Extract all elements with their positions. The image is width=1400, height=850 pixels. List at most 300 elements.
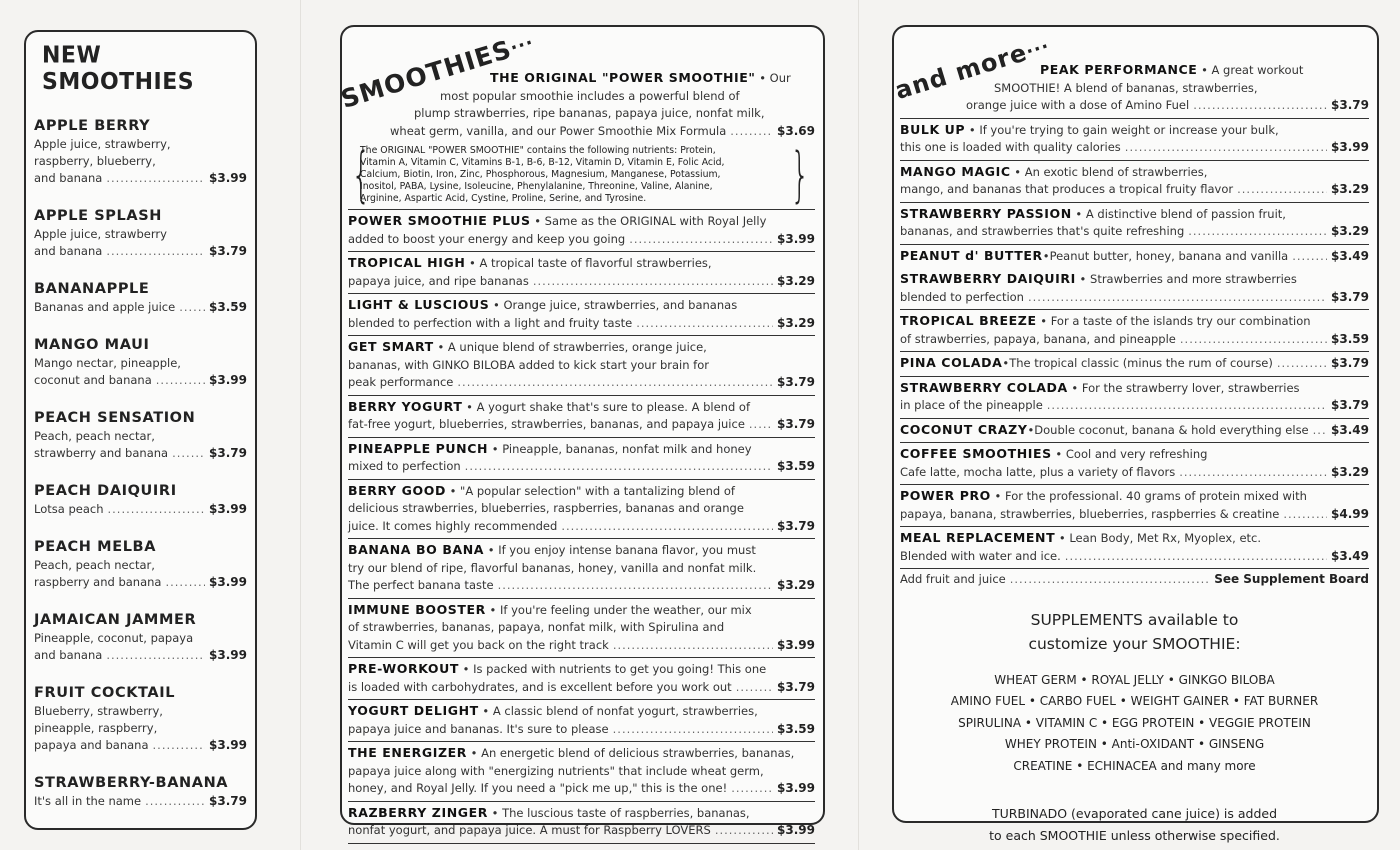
description-line (348, 482, 815, 501)
menu-item (900, 527, 1369, 569)
description-line (900, 163, 1369, 182)
item-description: wheat germ, vanilla, and our Power Smoothie Mix Formula (390, 123, 727, 138)
item-description: blended to perfection with a light and fruity taste (348, 315, 633, 330)
price-line (348, 315, 815, 333)
bullet-separator: • (1055, 531, 1070, 545)
item-price: $3.79 (1331, 98, 1369, 112)
menu-item (900, 161, 1369, 203)
menu-item (34, 537, 247, 591)
dot-leader (1179, 464, 1327, 482)
dot-leader (106, 243, 205, 260)
item-name: APPLE SPLASH (34, 208, 162, 224)
dot-leader (1047, 397, 1327, 415)
item-name: FRUIT COCKTAIL (34, 685, 176, 701)
price-line (900, 421, 1369, 440)
item-description: orange juice with a dose of Amino Fuel (966, 98, 1190, 112)
new-smoothies-panel (24, 30, 257, 830)
item-description: coconut and banana (34, 373, 152, 387)
dot-leader (1237, 181, 1327, 199)
menu-item (34, 610, 247, 664)
menu-item (348, 252, 815, 294)
dot-leader (613, 721, 773, 739)
bullet-separator: • (755, 71, 770, 85)
supplements-heading (900, 608, 1369, 656)
item-description: papaya juice, and ripe bananas (348, 273, 529, 288)
item-name: RAZBERRY ZINGER (348, 804, 488, 820)
item-description: try our blend of ripe, flavorful bananas, honey, vanilla and nonfat milk. (348, 560, 757, 575)
supplement-line: WHEAT GERM • ROYAL JELLY • GINKGO BILOBA (994, 672, 1275, 687)
menu-item (34, 206, 247, 260)
note-line: TURBINADO (evaporated cane juice) is added (991, 806, 1278, 821)
item-description: Apple juice, strawberry (34, 227, 167, 241)
item-price: $3.29 (777, 578, 815, 592)
price-line (900, 464, 1369, 482)
item-price: $3.79 (209, 446, 247, 460)
dot-leader (172, 445, 205, 462)
bullet-separator: • (990, 489, 1006, 503)
item-description: in place of the pineapple (900, 398, 1043, 412)
price-line (348, 123, 815, 141)
item-description: is loaded with carbohydrates, and is excellent before you work out (348, 679, 732, 694)
item-price: $3.99 (209, 171, 247, 185)
menu-item (348, 210, 815, 252)
description-line (348, 541, 815, 560)
price-line (348, 822, 815, 840)
menu-item (900, 310, 1369, 352)
item-description: Pineapple, coconut, papaya (34, 631, 194, 645)
bullet-separator: • (1075, 272, 1091, 286)
bullet-separator: • (1197, 63, 1212, 77)
price-line (34, 445, 247, 462)
price-line (34, 501, 247, 518)
item-description: For the professional. 40 grams of protein mixed with (1005, 489, 1307, 503)
nutrient-line: Calcium, Biotin, Iron, Zinc, Phosphorous, Magnesium, Manganese, Potassium, (360, 169, 721, 180)
description-line (348, 296, 815, 315)
item-description: Vitamin C will get you back on the right track (348, 637, 609, 652)
item-description: Lotsa peach (34, 502, 104, 516)
menu-item (348, 336, 815, 396)
description-line (348, 212, 815, 231)
price-line (900, 354, 1369, 373)
dot-leader (1125, 139, 1327, 157)
item-description: papaya and banana (34, 738, 149, 752)
item-description: Cool and very refreshing (1065, 447, 1208, 461)
item-description: For the strawberry lover, strawberries (1081, 380, 1300, 395)
price-line (348, 518, 815, 536)
bullet-separator: • (462, 399, 477, 414)
dot-leader (1065, 548, 1327, 566)
description-line (900, 270, 1369, 289)
price-line (900, 247, 1369, 266)
bullet-separator: • (1010, 164, 1025, 179)
dot-leader (156, 372, 205, 389)
price-line (900, 397, 1369, 415)
price-line (348, 721, 815, 739)
item-description: Lean Body, Met Rx, Myoplex, etc. (1069, 531, 1262, 545)
description-line (900, 121, 1369, 140)
description-line (348, 357, 815, 375)
item-description: plump strawberries, ripe bananas, papaya juice, nonfat milk, (414, 106, 765, 120)
item-description: Our (769, 71, 791, 85)
item-description: papaya juice and bananas. It's sure to please (348, 721, 609, 736)
description-line (348, 500, 815, 518)
menu-item (34, 279, 247, 316)
item-price: $3.29 (777, 273, 815, 288)
menu-item (900, 419, 1369, 444)
item-name: MANGO MAUI (34, 337, 150, 353)
dot-leader (153, 737, 206, 754)
item-description: and banana (34, 648, 103, 662)
menu-item (34, 481, 247, 518)
item-name: PEACH MELBA (34, 539, 157, 555)
turbinado-note (900, 803, 1369, 847)
item-name: STRAWBERRY-BANANA (34, 775, 229, 791)
smoothies-panel (337, 25, 825, 837)
menu-item (348, 396, 815, 438)
item-name: PEACH DAIQUIRI (34, 483, 177, 499)
menu-item (348, 294, 815, 336)
fold-line (858, 0, 859, 850)
item-price: $3.79 (777, 518, 815, 533)
item-description: Apple juice, strawberry, (34, 137, 171, 151)
description-line (900, 529, 1369, 548)
dot-leader (736, 679, 773, 697)
dot-leader (1188, 223, 1327, 241)
item-price: $3.79 (209, 794, 247, 808)
bullet-separator: • (485, 602, 501, 617)
item-price: $3.59 (777, 721, 815, 736)
item-price: $3.99 (209, 648, 247, 662)
item-description: A distinctive blend of passion fruit, (1085, 206, 1286, 221)
price-line (900, 331, 1369, 349)
menu-item (900, 443, 1369, 485)
left-brace-icon: { (351, 140, 371, 210)
menu-item (900, 377, 1369, 419)
description-line (900, 379, 1369, 398)
item-description: strawberry and banana (34, 446, 169, 460)
dot-leader (457, 374, 773, 392)
item-description: added to boost your energy and keep you going (348, 231, 626, 246)
dot-leader (1277, 355, 1327, 373)
bullet-separator: • (1027, 422, 1035, 437)
item-description: raspberry, blueberry, (34, 154, 156, 168)
supplement-line: WHEY PROTEIN • Anti-OXIDANT • GINSENG (1004, 737, 1265, 751)
dot-leader (730, 123, 773, 141)
item-description: fat-free yogurt, blueberries, strawberries, bananas, and papaya juice (348, 417, 745, 431)
item-description: An energetic blend of delicious strawberries, bananas, (481, 746, 795, 760)
item-description: An exotic blend of strawberries, (1024, 164, 1208, 179)
dot-leader (1193, 97, 1327, 115)
item-description: blended to perfection (900, 289, 1024, 304)
bullet-separator: • (445, 483, 461, 498)
bullet-separator: • (965, 122, 980, 137)
item-name: THE ORIGINAL "POWER SMOOTHIE" (490, 70, 756, 85)
menu-item (900, 352, 1369, 377)
banner-dots: ... (1022, 31, 1051, 59)
description-line (900, 312, 1369, 331)
bullet-separator: • (459, 662, 474, 676)
description-line (348, 660, 815, 679)
item-name: PINA COLADA (900, 355, 1003, 370)
item-description: pineapple, raspberry, (34, 721, 158, 735)
price-line (900, 97, 1369, 115)
bullet-separator: • (1051, 447, 1066, 461)
item-price: $3.79 (777, 375, 815, 389)
bullet-separator: • (488, 805, 503, 820)
item-description: It's all in the name (34, 794, 142, 808)
item-description: delicious strawberries, blueberries, raspberries, bananas and orange (348, 501, 744, 515)
item-name: BANANAPPLE (34, 281, 150, 297)
dot-leader (1292, 248, 1327, 266)
item-name: PEANUT d' BUTTER (900, 247, 1043, 263)
item-price: $3.99 (209, 738, 247, 752)
description-line (348, 744, 815, 763)
item-description: A tropical taste of flavorful strawberries, (479, 256, 712, 270)
menu-item (900, 245, 1369, 269)
description-line (348, 702, 815, 721)
item-description: papaya juice along with "energizing nutrients" that include wheat germ, (348, 763, 764, 778)
item-description: Bananas and apple juice (34, 300, 176, 314)
item-description: Strawberries and more strawberries (1090, 272, 1297, 286)
price-line (34, 737, 247, 754)
right-brace-icon: } (790, 140, 810, 210)
bullet-separator: • (1042, 248, 1050, 263)
item-description: nonfat yogurt, and papaya juice. A must for Raspberry LOVERS (348, 823, 711, 837)
item-price: $3.59 (1331, 331, 1369, 346)
description-line (348, 601, 815, 620)
description-line (900, 487, 1369, 506)
item-name: IMMUNE BOOSTER (348, 601, 486, 617)
item-price: $3.49 (1331, 422, 1369, 437)
item-name: MANGO MAGIC (900, 163, 1011, 179)
bullet-separator: • (478, 704, 493, 718)
item-description: Cafe latte, mocha latte, plus a variety of flavors (900, 464, 1176, 479)
bullet-separator: • (1002, 356, 1010, 370)
item-description: A great workout (1211, 63, 1304, 77)
price-line (34, 299, 247, 316)
menu-item (348, 599, 815, 659)
dot-leader (106, 647, 205, 664)
item-name: STRAWBERRY COLADA (900, 379, 1068, 395)
dot-leader (107, 501, 205, 518)
item-description: Same as the ORIGINAL with Royal Jelly (544, 214, 767, 228)
price-line (348, 374, 815, 392)
item-description: mixed to perfection (348, 459, 461, 473)
price-line (34, 574, 247, 591)
item-description: A classic blend of nonfat yogurt, strawberries, (492, 704, 758, 718)
item-description: The luscious taste of raspberries, bananas, (502, 805, 750, 820)
menu-item (900, 119, 1369, 161)
dot-leader (165, 574, 205, 591)
item-description: most popular smoothie includes a powerful blend of (440, 88, 740, 103)
item-name: LIGHT & LUSCIOUS (348, 297, 490, 312)
heading-line: SUPPLEMENTS available to (1030, 610, 1239, 629)
dot-leader (1180, 331, 1327, 349)
nutrient-line: Vitamin A, Vitamin C, Vitamins B-1, B-6, B-12, Vitamin D, Vitamin E, Folic Acid, (360, 157, 725, 168)
item-name: PEAK PERFORMANCE (1040, 62, 1198, 77)
item-description: Pineapple, bananas, nonfat milk and honey (502, 441, 752, 456)
menu-item (348, 742, 815, 802)
price-line (34, 372, 247, 389)
item-price: $3.79 (209, 244, 247, 258)
bullet-separator: • (465, 256, 480, 270)
item-price: $3.79 (1331, 356, 1369, 370)
price-line (34, 170, 247, 187)
bullet-separator: • (484, 543, 499, 557)
menu-item (348, 438, 815, 480)
note-line: to each SMOOTHIE unless otherwise specified. (989, 828, 1280, 843)
item-price: $3.29 (1331, 182, 1369, 196)
item-name: YOGURT DELIGHT (348, 703, 479, 718)
dot-leader (1010, 571, 1210, 589)
item-description: Mango nectar, pineapple, (34, 356, 181, 370)
menu-item (900, 203, 1369, 245)
banner-dots: ... (506, 27, 536, 55)
item-description: of strawberries, bananas, papaya, nonfat milk, with Spirulina and (348, 620, 725, 634)
menu-item (34, 116, 247, 187)
price-line (900, 548, 1369, 566)
item-description: For a taste of the islands try our combination (1050, 314, 1311, 328)
price-line (900, 506, 1369, 524)
price-line (900, 181, 1369, 199)
item-price: $3.99 (777, 781, 815, 795)
item-price: $3.79 (777, 417, 815, 431)
nutrient-line: Inositol, PABA, Lysine, Isoleucine, Phenylalanine, Threonine, Valine, Alanine, (360, 181, 713, 192)
item-description: A yogurt shake that's sure to please. A blend of (476, 399, 751, 414)
item-price: $3.29 (1331, 464, 1369, 479)
dot-leader (106, 170, 205, 187)
price-line (900, 571, 1369, 589)
price-line (348, 231, 815, 249)
nutrient-line: The ORIGINAL "POWER SMOOTHIE" contains the following nutrients: Protein, (360, 145, 716, 156)
item-price: $3.99 (777, 637, 815, 652)
description-line (348, 763, 815, 781)
item-price: $3.29 (1331, 224, 1369, 238)
item-name: BANANA BO BANA (348, 542, 485, 557)
item-description: honey, and Royal Jelly. If you need a "pick me up," this is the one! (348, 781, 728, 795)
banner-text: and more (891, 38, 1031, 105)
item-price: $3.59 (209, 300, 247, 314)
item-description: Orange juice, strawberries, and bananas (503, 298, 738, 312)
item-description: If you enjoy intense banana flavor, you must (498, 543, 756, 557)
item-name: POWER PRO (900, 488, 991, 503)
item-description: juice. It comes highly recommended (348, 518, 558, 533)
item-description: mango, and bananas that produces a tropical fruity flavor (900, 182, 1234, 196)
dot-leader (715, 822, 773, 840)
item-price: See Supplement Board (1214, 572, 1369, 586)
dot-leader (1028, 289, 1327, 307)
item-price: $3.69 (777, 123, 815, 138)
description-line (900, 445, 1369, 464)
dot-leader (498, 577, 773, 595)
item-description: peak performance (348, 375, 454, 389)
heading-line: customize your SMOOTHIE: (1028, 634, 1241, 653)
item-price: $3.99 (209, 373, 247, 387)
item-description: Peach, peach nectar, (34, 558, 155, 572)
menu-item (900, 268, 1369, 310)
item-price: $3.49 (1331, 548, 1369, 563)
price-line (34, 243, 247, 260)
item-description: and banana (34, 244, 103, 258)
bullet-separator: • (530, 214, 545, 228)
item-description: "A popular selection" with a tantalizing blend of (460, 483, 735, 498)
item-name: PEACH SENSATION (34, 410, 196, 426)
supplement-line: SPIRULINA • VITAMIN C • EGG PROTEIN • VEGGIE PROTEIN (958, 715, 1311, 730)
dot-leader (1313, 422, 1327, 440)
description-line (348, 338, 815, 357)
description-line (348, 804, 815, 823)
item-description: of strawberries, papaya, banana, and pineapple (900, 331, 1176, 346)
price-line (34, 793, 247, 810)
dot-leader (145, 793, 205, 810)
bullet-separator: • (488, 441, 503, 456)
item-description: SMOOTHIE! A blend of bananas, strawberries, (994, 80, 1258, 95)
bullet-separator: • (433, 340, 448, 354)
item-price: $3.99 (209, 575, 247, 589)
item-description: The tropical classic (minus the rum of course) (1009, 356, 1273, 370)
menu-item (348, 539, 815, 599)
dot-leader (465, 458, 773, 476)
bullet-separator: • (466, 746, 482, 760)
item-description: The perfect banana taste (348, 578, 494, 592)
item-name: STRAWBERRY DAIQUIRI (900, 271, 1076, 286)
dot-leader (636, 315, 773, 333)
description-line (348, 560, 815, 578)
dot-leader (613, 637, 773, 655)
dot-leader (1283, 506, 1327, 524)
supplements-list (900, 670, 1369, 778)
banner-text: SMOOTHIES (337, 34, 516, 114)
dot-leader (179, 299, 205, 316)
menu-item (34, 408, 247, 462)
item-description: bananas, with GINKO BILOBA added to kick start your brain for (348, 357, 709, 372)
item-price: $3.59 (777, 459, 815, 473)
supplement-line: AMINO FUEL • CARBO FUEL • WEIGHT GAINER • FAT BURNER (950, 694, 1319, 708)
fold-line (300, 0, 301, 850)
menu-item (900, 569, 1369, 592)
menu-item (34, 773, 247, 810)
dot-leader (749, 416, 773, 434)
menu-item (34, 335, 247, 389)
description-line (348, 398, 815, 417)
price-line (348, 679, 815, 697)
menu-item (348, 700, 815, 742)
item-name: COFFEE SMOOTHIES (900, 446, 1052, 461)
price-line (348, 780, 815, 798)
item-price: $3.99 (209, 502, 247, 516)
item-name: THE ENERGIZER (348, 745, 467, 760)
description-line (900, 205, 1369, 224)
panel-title: NEW SMOOTHIES (42, 42, 195, 96)
bullet-separator: • (489, 298, 504, 312)
item-name: BULK UP (900, 121, 966, 137)
nutrient-line: Arginine, Aspartic Acid, Cystine, Proline, Serine, and Tyrosine. (360, 193, 647, 204)
item-name: POWER SMOOTHIE PLUS (348, 213, 531, 228)
item-description: raspberry and banana (34, 575, 162, 589)
menu-item (348, 480, 815, 540)
item-description: this one is loaded with quality calories (900, 140, 1121, 154)
item-price: $4.99 (1331, 506, 1369, 521)
price-line (900, 223, 1369, 241)
item-name: MEAL REPLACEMENT (900, 530, 1056, 545)
bullet-separator: • (1036, 314, 1051, 328)
item-price: $3.99 (777, 231, 815, 246)
item-name: PRE-WORKOUT (348, 661, 460, 676)
and-more-panel (891, 25, 1379, 843)
item-description: Add fruit and juice (900, 572, 1006, 586)
price-line (348, 637, 815, 655)
item-name: COCONUT CRAZY (900, 421, 1028, 437)
